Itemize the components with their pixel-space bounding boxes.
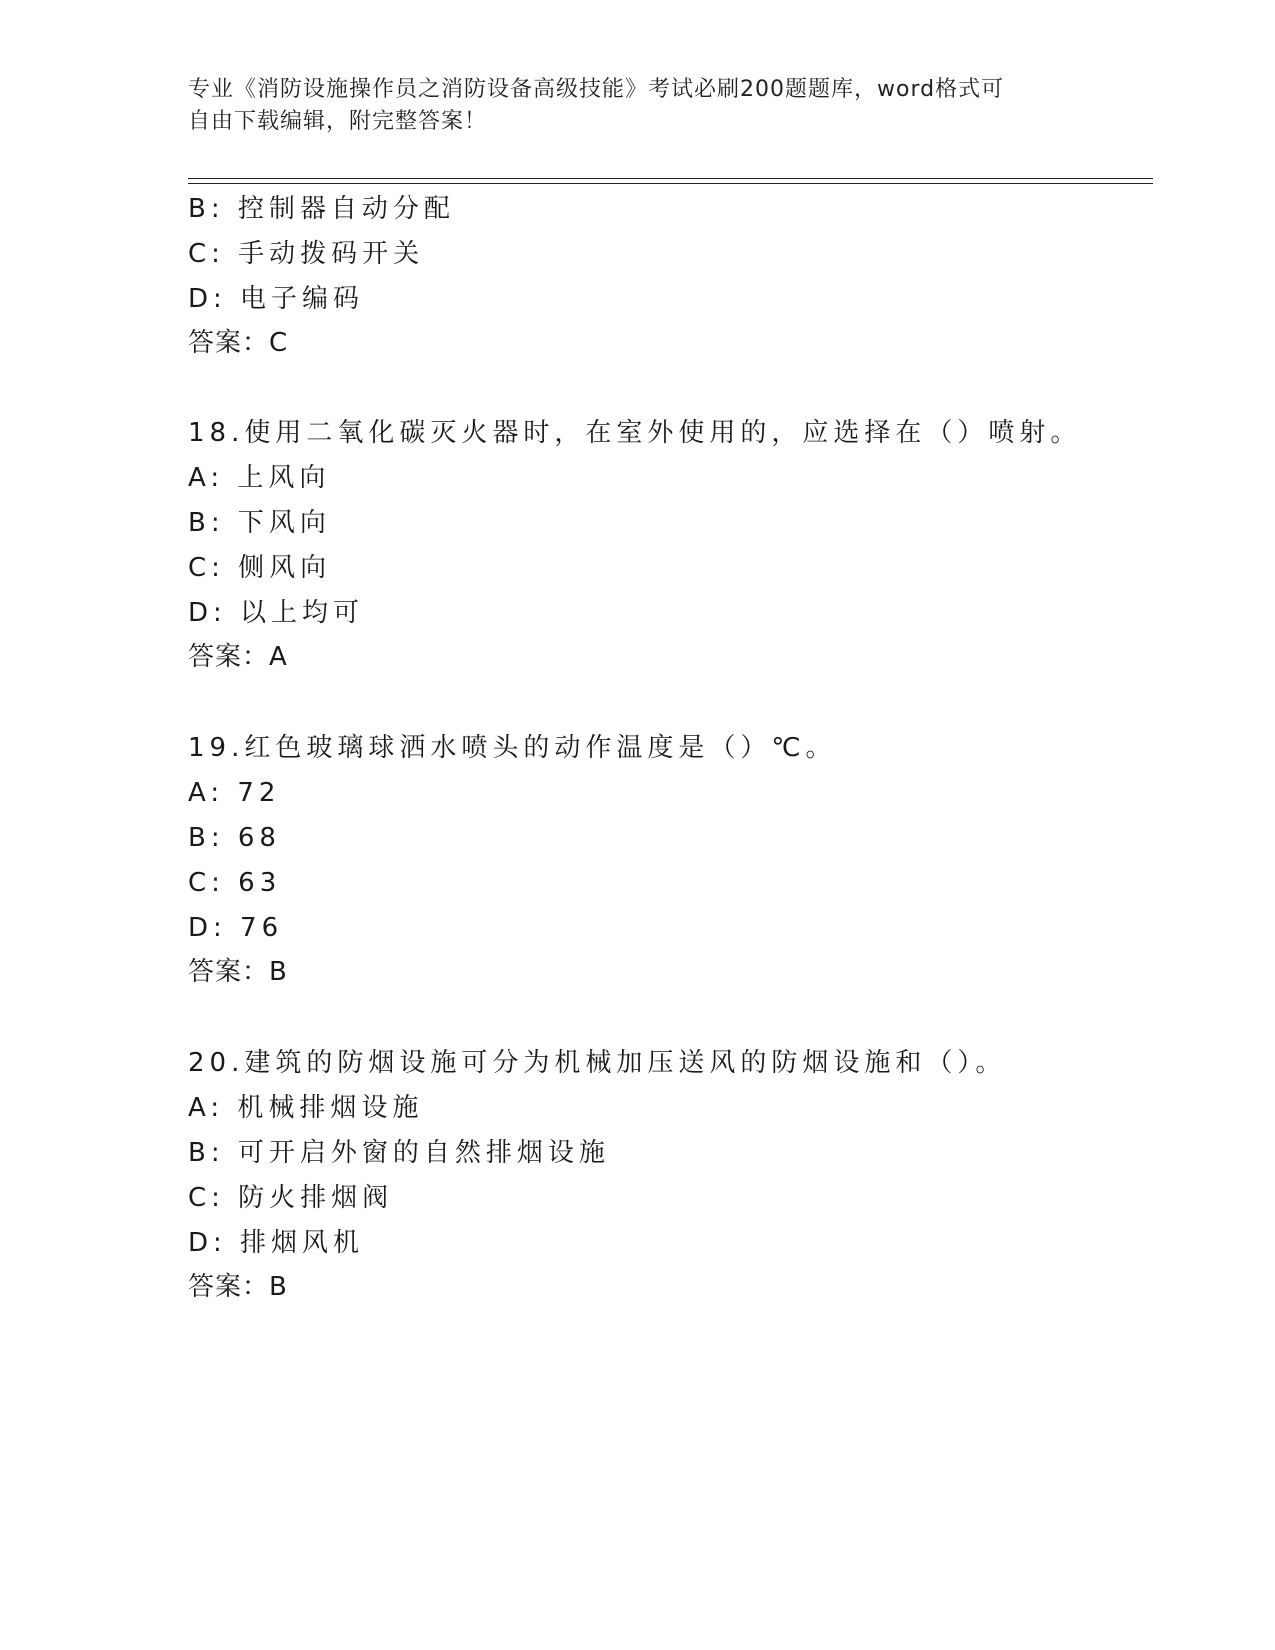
header-divider-top [188,178,1153,179]
q19-option-d: D: 76 [188,913,284,943]
q19-option-c: C: 63 [188,868,282,898]
q20-option-b: B: 可开启外窗的自然排烟设施 [188,1138,610,1168]
document-header [188,74,1068,138]
header-line-2: 自由下载编辑，附完整答案！ [188,109,488,134]
q18-option-d: D: 以上均可 [188,598,365,628]
header-line-1: 专业《消防设施操作员之消防设备高级技能》考试必刷200题题库，word格式可 [188,77,1005,102]
prev-option-b: B: 控制器自动分配 [188,194,455,224]
q19-option-a: A: 72 [188,778,281,808]
q20-answer: 答案：B [188,1272,288,1302]
q20-option-a: A: 机械排烟设施 [188,1093,424,1123]
q18-answer: 答案：A [188,642,288,672]
q20-option-c: C: 防火排烟阀 [188,1183,394,1213]
q20-question: 20.建筑的防烟设施可分为机械加压送风的防烟设施和（）。 [188,1048,1007,1078]
prev-option-c: C: 手动拨码开关 [188,239,425,269]
prev-option-d: D: 电子编码 [188,284,365,314]
q18-option-c: C: 侧风向 [188,553,332,583]
header-divider-bottom [188,183,1153,184]
q19-option-b: B: 68 [188,823,281,853]
q20-option-d: D: 排烟风机 [188,1228,365,1258]
q18-option-a: A: 上风向 [188,463,331,493]
prev-answer: 答案：C [188,328,289,358]
q18-option-b: B: 下风向 [188,508,331,538]
q19-answer: 答案：B [188,957,288,987]
q18-question: 18.使用二氧化碳灭火器时，在室外使用的，应选择在（）喷射。 [188,418,1082,448]
q19-question: 19.红色玻璃球洒水喷头的动作温度是（）℃。 [188,733,837,763]
